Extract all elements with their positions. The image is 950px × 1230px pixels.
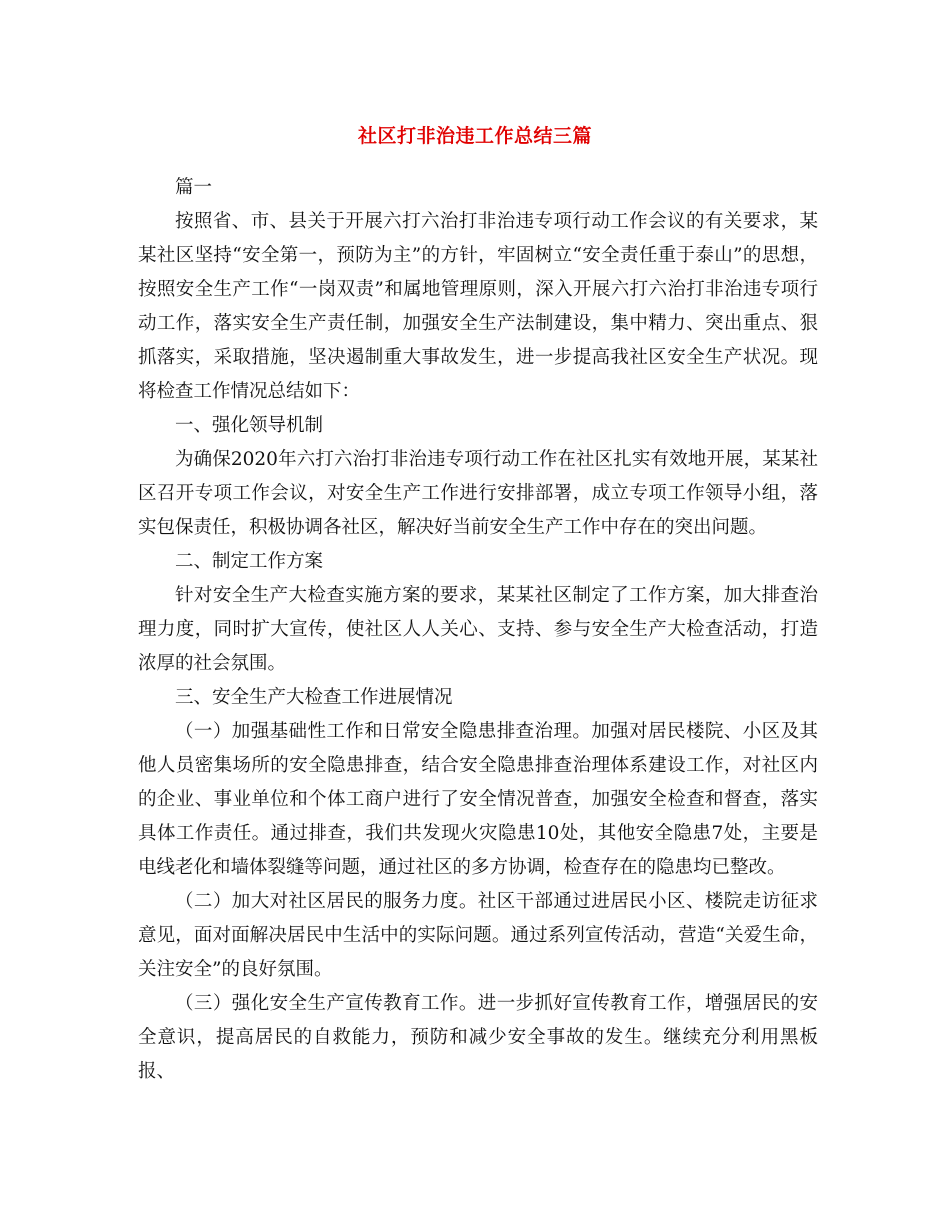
body-paragraph: （三）强化安全生产宣传教育工作。进一步抓好宣传教育工作，增强居民的安全意识，提高居民的自救能力，预防和减少安全事故的发生。继续充分利用黑板报、 bbox=[138, 993, 818, 1082]
body-paragraph: 按照省、市、县关于开展六打六治打非治违专项行动工作会议的有关要求，某某社区坚持“安全第一，预防为主”的方针，牢固树立“安全责任重于泰山”的思想，按照安全生产工作“一岗双责”和属地管理原则，深入开展六打六治打非治违专项行动工作，落实安全生产责任制，加强安全生产法制建设，集中精力、突出重点、狠抓落实，采取措施，坚决遏制重大事故发生，进一步提高我社区安全生产状况。现将检查工作情况总结如下： bbox=[138, 211, 818, 402]
document-body bbox=[138, 171, 818, 1089]
document-title: 社区打非治违工作总结三篇 bbox=[357, 125, 592, 147]
body-paragraph: 为确保2020年六打六治打非治违专项行动工作在社区扎实有效地开展，某某社区召开专项工作会议，对安全生产工作进行安排部署，成立专项工作领导小组，落实包保责任，积极协调各社区，解决好当前安全生产工作中存在的突出问题。 bbox=[138, 449, 818, 538]
body-paragraph: （二）加大对社区居民的服务力度。社区干部通过进居民小区、楼院走访征求意见，面对面解决居民中生活中的实际问题。通过系列宣传活动，营造“关爱生命，关注安全”的良好氛围。 bbox=[138, 891, 818, 980]
section-heading: 三、安全生产大检查工作进展情况 bbox=[175, 687, 453, 708]
section-heading: 二、制定工作方案 bbox=[175, 551, 324, 572]
section-heading: 篇一 bbox=[175, 177, 213, 198]
section-heading: 一、强化领导机制 bbox=[175, 415, 324, 436]
body-paragraph: 针对安全生产大检查实施方案的要求，某某社区制定了工作方案，加大排查治理力度，同时扩大宣传，使社区人人关心、支持、参与安全生产大检查活动，打造浓厚的社会氛围。 bbox=[138, 585, 818, 674]
body-paragraph: （一）加强基础性工作和日常安全隐患排查治理。加强对居民楼院、小区及其他人员密集场所的安全隐患排查，结合安全隐患排查治理体系建设工作，对社区内的企业、事业单位和个体工商户进行了安全情况普查，加强安全检查和督查，落实具体工作责任。通过排查，我们共发现火灾隐患10处，其他安全隐患7处，主要是电线老化和墙体裂缝等问题，通过社区的多方协调，检查存在的隐患均已整改。 bbox=[138, 721, 818, 878]
